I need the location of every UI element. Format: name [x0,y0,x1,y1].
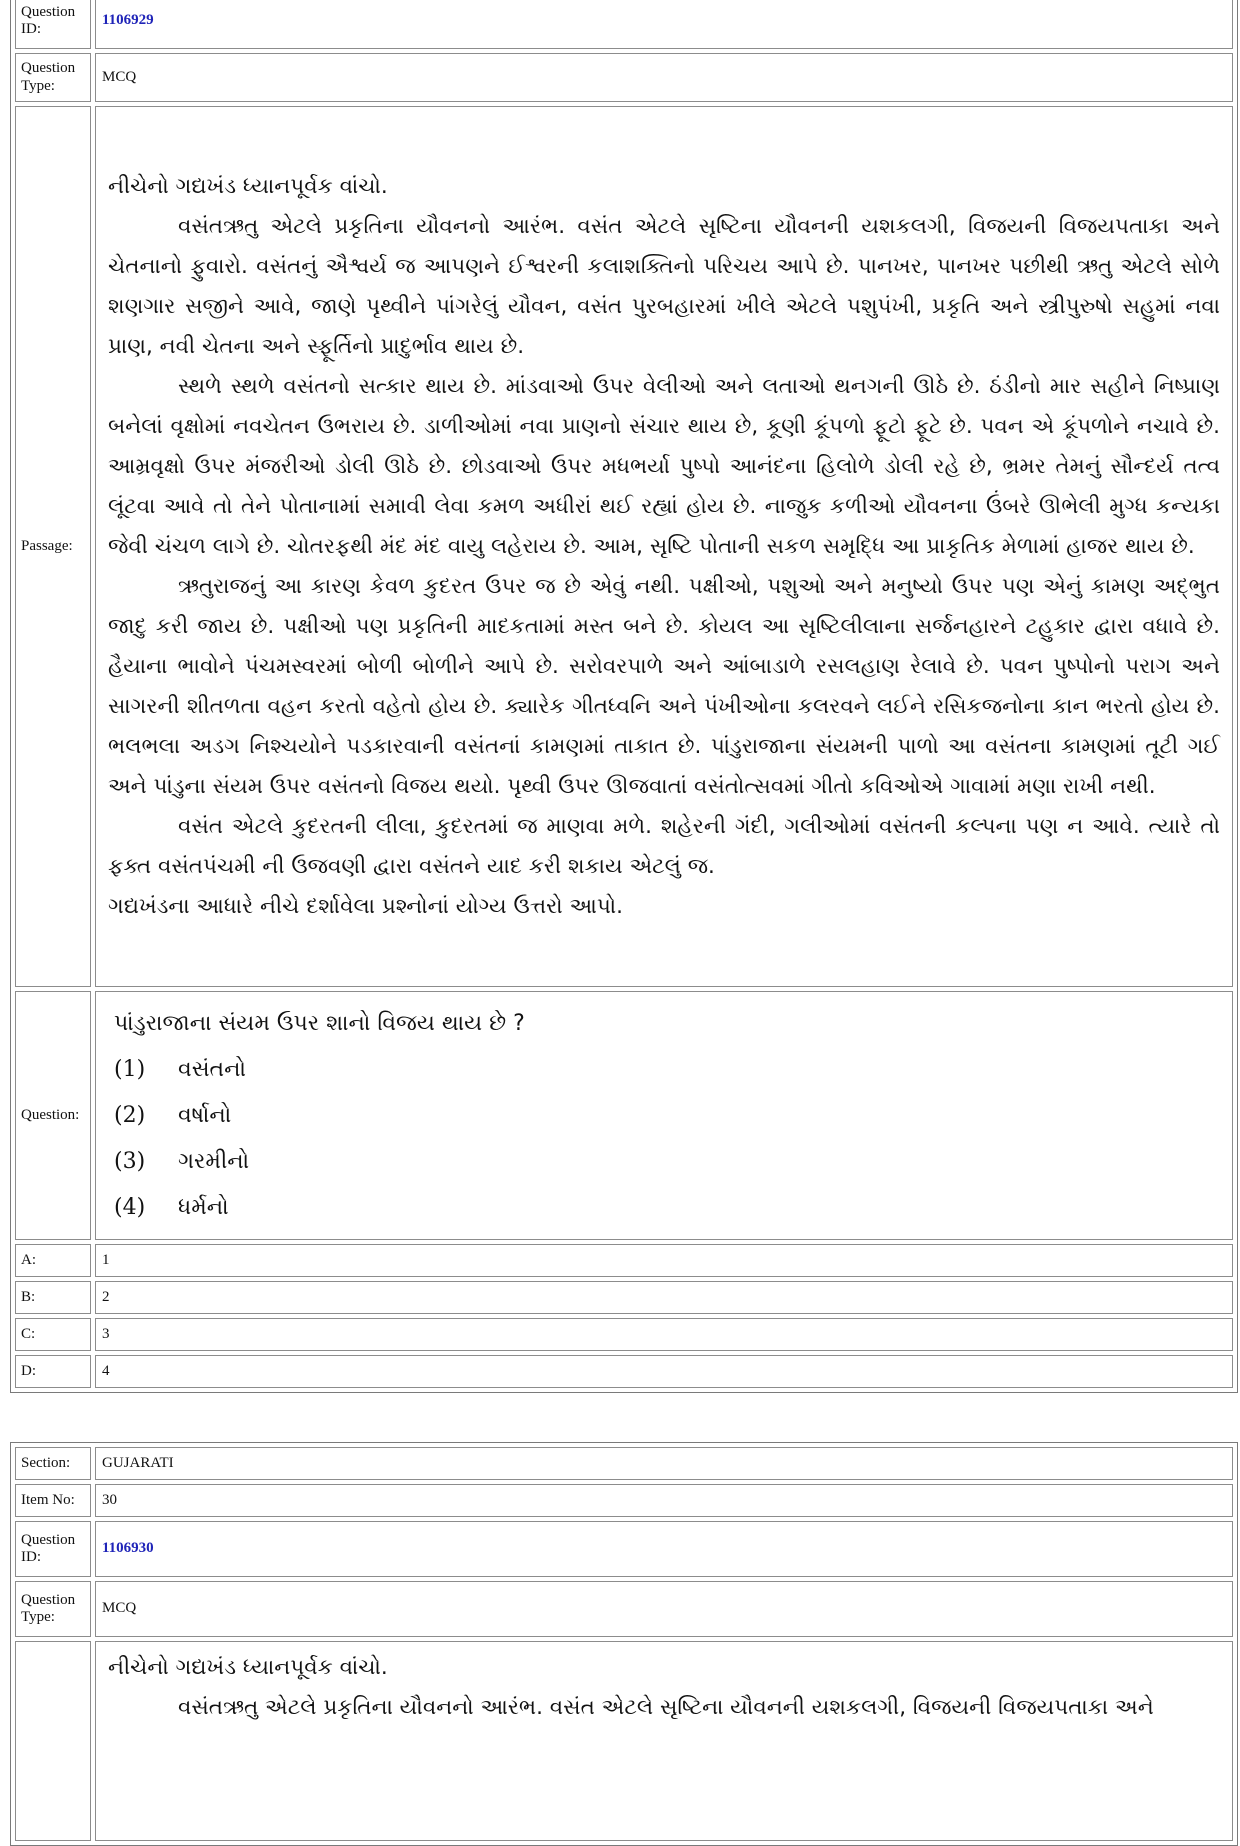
question-id-label: Question ID: [15,0,91,49]
option-2-number: (2) [114,1102,146,1128]
question-id-value: 1106929 [95,0,1233,49]
passage-label [15,1641,91,1841]
option-1 [114,1047,1214,1093]
question-row [15,991,1233,1240]
item-no-label: Item No: [15,1484,91,1517]
question-type-row [15,1581,1233,1637]
question-id-row [15,1521,1233,1577]
answer-a-value: 1 [95,1244,1233,1277]
answer-d-label: D: [15,1355,91,1388]
question-label: Question: [15,991,91,1240]
answer-row-c [15,1318,1233,1351]
option-2 [114,1093,1214,1139]
answer-b-value: 2 [95,1281,1233,1314]
section-row [15,1447,1233,1480]
item-no-row [15,1484,1233,1517]
question-content [102,997,1226,1235]
question-type-value: MCQ [95,1581,1233,1637]
passage-cell [95,106,1233,987]
question-id-label: Question ID: [15,1521,91,1577]
answer-row-b [15,1281,1233,1314]
answer-row-a [15,1244,1233,1277]
answer-row-d [15,1355,1233,1388]
question-block-1106929 [10,0,1238,1393]
option-2-text: વર્ષાનો [178,1102,232,1128]
question-id-value: 1106930 [95,1521,1233,1577]
section-label: Section: [15,1447,91,1480]
passage-paragraph-2: સ્થળે સ્થળે વસંતનો સત્કાર થાય છે. માંડવાઓ ઉપર વેલીઓ અને લતાઓ થનગની ઊઠે છે. ઠંડીનો માર સહીને નિષ્પ્રાણ બનેલાં વૃક્ષોમાં નવચેતન ઉભરાય છે. ડાળીઓમાં નવા પ્રાણનો સંચાર થાય છે, કૂણી કૂંપળો ફૂટો ફૂટે છે. પવન એ કૂંપળોને નચાવે છે. આમ્રવૃક્ષો ઉપર મંજરીઓ ડોલી ઊઠે છે. છોડવાઓ ઉપર મધભર્યા પુષ્પો આનંદના હિલોળે ડોલી રહે છે, ભ્રમર તેમનું સૌન્દર્ય તત્વ લૂંટવા આવે તો તેને પોતાનામાં સમાવી લેવા કમળ અધીરાં થઈ રહ્યાં હોય છે. નાજુક કળીઓ યૌવનના ઉંબરે ઊભેલી મુગ્ધ કન્યકા જેવી ચંચળ લાગે છે. ચોતરફથી મંદ મંદ વાયુ લહેરાય છે. આમ, સૃષ્ટિ પોતાની સકળ સમૃદ્ધિ આ પ્રાકૃતિક મેળામાં હાજર થાય છે. [108,373,1220,559]
passage-row [15,106,1233,987]
question-text: પાંડુરાજાના સંયમ ઉપર શાનો વિજય થાય છે ? [114,1010,525,1036]
option-4-text: ધર્મનો [178,1194,229,1220]
answer-c-label: C: [15,1318,91,1351]
answer-a-label: A: [15,1244,91,1277]
passage-intro: નીચેનો ગદ્યખંડ ધ્યાનપૂર્વક વાંચો. [108,173,388,199]
option-4 [114,1185,1214,1231]
option-1-text: વસંતનો [178,1056,247,1082]
passage-text [102,163,1226,931]
question-cell [95,991,1233,1240]
passage-text [102,1644,1226,1732]
passage-outro: ગદ્યખંડના આધારે નીચે દર્શાવેલા પ્રશ્નોનાં યોગ્ય ઉત્તરો આપો. [108,893,623,919]
question-type-value: MCQ [95,53,1233,102]
section-value: GUJARATI [95,1447,1233,1480]
question-id-row [15,0,1233,49]
passage-paragraph-1: વસંતઋતુ એટલે પ્રકૃતિના યૌવનનો આરંભ. વસંત એટલે સૃષ્ટિના યૌવનની યશકલગી, વિજયની વિજયપતાકા અને [178,1695,1154,1720]
option-4-number: (4) [114,1194,146,1220]
option-1-number: (1) [114,1056,146,1082]
passage-paragraph-3: ઋતુરાજનું આ કારણ કેવળ કુદરત ઉપર જ છે એવું નથી. પક્ષીઓ, પશુઓ અને મનુષ્યો ઉપર પણ એનું કામણ અદ્ભુત જાદુ કરી જાય છે. પક્ષીઓ પણ પ્રકૃતિની માદકતામાં મસ્ત બને છે. કોયલ આ સૃષ્ટિલીલાના સર્જનહારને ટહુકાર દ્વારા વધાવે છે. હૈયાના ભાવોને પંચમસ્વરમાં બોળી બોળીને આપે છે. સરોવરપાળે અને આંબાડાળે રસલહાણ રેલાવે છે. પવન પુષ્પોનો પરાગ અને સાગરની શીતળતા વહન કરતો વહેતો હોય છે. ક્યારેક ગીતધ્વનિ અને પંખીઓના કલરવને લઈને રસિકજનોના કાન ભરતો હોય છે. ભલભલા અડગ નિશ્ચયોને પડકારવાની વસંતનાં કામણમાં તાકાત છે. પાંડુરાજાના સંયમની પાળો આ વસંતના કામણમાં તૂટી ગઈ અને પાંડુના સંયમ ઉપર વસંતનો વિજય થયો. પૃથ્વી ઉપર ઊજવાતાં વસંતોત્સવમાં ગીતો કવિઓએ ગાવામાં મણા રાખી નથી. [108,573,1220,799]
option-3-text: ગરમીનો [178,1148,250,1174]
passage-intro: નીચેનો ગદ્યખંડ ધ્યાનપૂર્વક વાંચો. [108,1655,388,1680]
question-type-label: Question Type: [15,1581,91,1637]
option-3 [114,1139,1214,1185]
passage-cell [95,1641,1233,1841]
question-type-row [15,53,1233,102]
answer-c-value: 3 [95,1318,1233,1351]
passage-row [15,1641,1233,1841]
option-3-number: (3) [114,1148,146,1174]
item-no-value: 30 [95,1484,1233,1517]
passage-paragraph-1: વસંતઋતુ એટલે પ્રકૃતિના યૌવનનો આરંભ. વસંત એટલે સૃષ્ટિના યૌવનની યશકલગી, વિજયની વિજયપતાકા અને ચેતનાનો ફુવારો. વસંતનું ઐશ્વર્ય જ આપણને ઈશ્વરની કલાશક્તિનો પરિચય આપે છે. પાનખર, પાનખર પછીથી ઋતુ એટલે સોળે શણગાર સજીને આવે, જાણે પૃથ્વીને પાંગરેલું યૌવન, વસંત પુરબહારમાં ખીલે એટલે પશુપંખી, પ્રકૃતિ અને સ્ત્રીપુરુષો સહુમાં નવા પ્રાણ, નવી ચેતના અને સ્ફૂર્તિનો પ્રાદુર્ભાવ થાય છે. [108,213,1220,359]
passage-paragraph-4: વસંત એટલે કુદરતની લીલા, કુદરતમાં જ માણવા મળે. શહેરની ગંદી, ગલીઓમાં વસંતની કલ્પના પણ ન આવે. ત્યારે તો ફક્ત વસંતપંચમી ની ઉજવણી દ્વારા વસંતને યાદ કરી શકાય એટલું જ. [108,813,1220,879]
question-type-label: Question Type: [15,53,91,102]
passage-label: Passage: [15,106,91,987]
question-block-1106930 [10,1442,1238,1846]
answer-b-label: B: [15,1281,91,1314]
answer-d-value: 4 [95,1355,1233,1388]
